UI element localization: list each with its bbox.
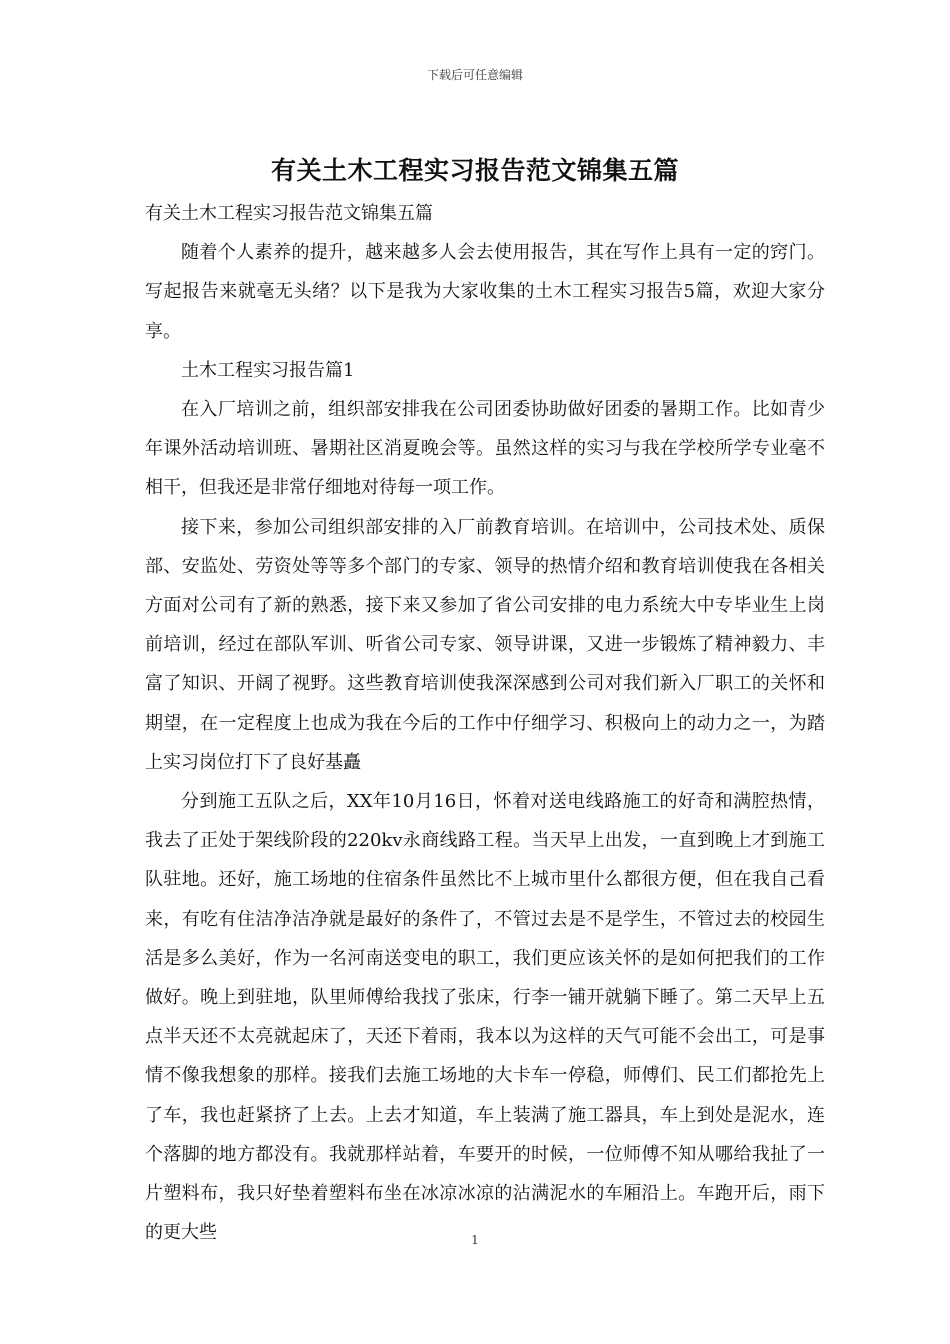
intro-paragraph: 随着个人素养的提升，越来越多人会去使用报告，其在写作上具有一定的窍门。写起报告来就毫无头绪？以下是我为大家收集的土木工程实习报告5篇，欢迎大家分享。 — [145, 242, 825, 342]
section-heading: 土木工程实习报告篇1 — [181, 359, 355, 381]
header-note: 下载后可任意编辑 — [426, 68, 523, 82]
body-paragraph: 在入厂培训之前，组织部安排我在公司团委协助做好团委的暑期工作。比如青少年课外活动培训班、暑期社区消夏晚会等。虽然这样的实习与我在学校所学专业毫不相干，但我还是非常仔细地对待每一项工作。 — [145, 399, 825, 499]
body-paragraph: 分到施工五队之后，XX年10月16日，怀着对送电线路施工的好奇和满腔热情，我去了正处于架线阶段的220kv永商线路工程。当天早上出发，一直到晚上才到施工队驻地。还好，施工场地的住宿条件虽然比不上城市里什么都很方便，但在我自己看来，有吃有住洁净洁净就是最好的条件了，不管过去是不是学生，不管过去的校园生活是多么美好，作为一名河南送变电的职工，我们更应该关怀的是如何把我们的工作做好。晚上到驻地，队里师傅给我找了张床，行李一铺开就躺下睡了。第二天早上五点半天还不太亮就起床了，天还下着雨，我本以为这样的天气可能不会出工，可是事情不像我想象的那样。接我们去施工场地的大卡车一停稳，师傅们、民工们都抢先上了车，我也赶紧挤了上去。上去才知道，车上装满了施工器具，车上到处是泥水，连个落脚的地方都没有。我就那样站着，车要开的时候，一位师傅不知从哪给我扯了一片塑料布，我只好垫着塑料布坐在冰凉冰凉的沾满泥水的车厢沿上。车跑开后，雨下的更大些 — [145, 791, 825, 1244]
document-title: 有关土木工程实习报告范文锦集五篇 — [270, 156, 679, 185]
document-body — [145, 194, 825, 1252]
body-paragraph: 接下来，参加公司组织部安排的入厂前教育培训。在培训中，公司技术处、质保部、安监处、劳资处等等多个部门的专家、领导的热情介绍和教育培训使我在各相关方面对公司有了新的熟悉，接下来又参加了省公司安排的电力系统大中专毕业生上岗前培训，经过在部队军训、听省公司专家、领导讲课，又进一步锻炼了精神毅力、丰富了知识、开阔了视野。这些教育培训使我深深感到公司对我们新入厂职工的关怀和期望，在一定程度上也成为我在今后的工作中仔细学习、积极向上的动力之一，为踏上实习岗位打下了良好基矗 — [145, 516, 825, 773]
subtitle-line: 有关土木工程实习报告范文锦集五篇 — [145, 203, 433, 224]
page-number: 1 — [471, 1233, 479, 1247]
